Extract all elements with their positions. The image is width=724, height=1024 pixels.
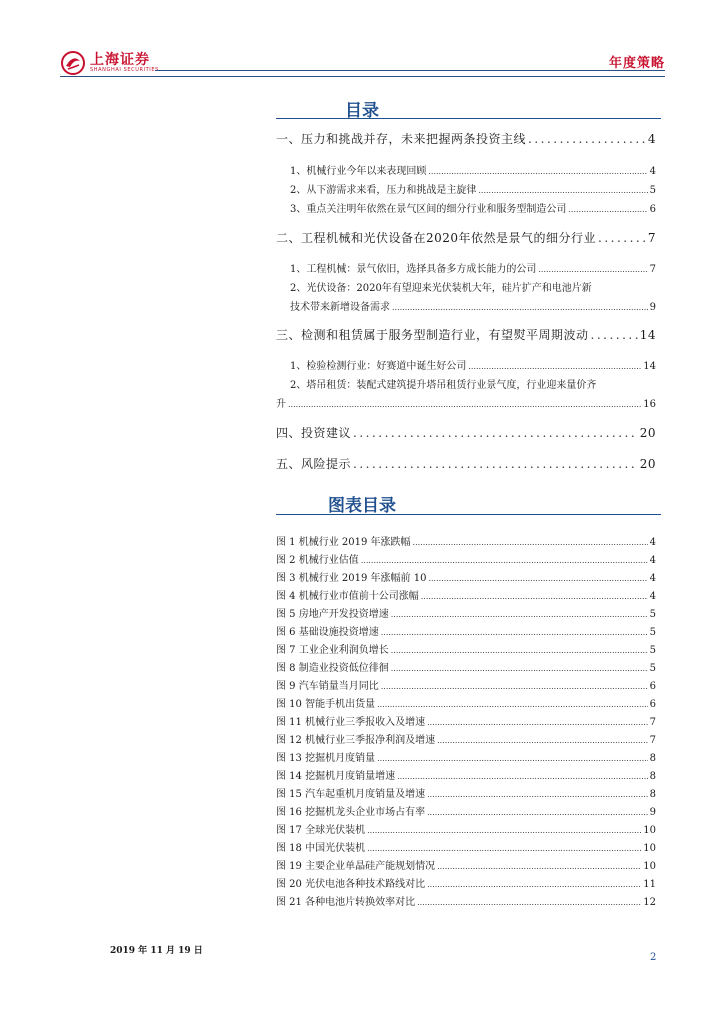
toc-entry[interactable]: 1、机械行业今年以来表现回顾 ..... 4 bbox=[276, 162, 656, 177]
toc-title: 目录 bbox=[345, 101, 379, 121]
figure-entry[interactable]: 图 11 机械行业三季报收入及增速 ..... 7 bbox=[276, 713, 656, 728]
toc-entry[interactable]: 四、投资建议 ..... 20 bbox=[276, 424, 656, 441]
logo-name-cn: 上海证券 bbox=[90, 51, 150, 68]
figure-entry[interactable]: 图 5 房地产开发投资增速 ..... 5 bbox=[276, 605, 656, 620]
toc-entry[interactable]: 2、从下游需求来看，压力和挑战是主旋律 ..... 5 bbox=[276, 181, 656, 196]
toc-entry-wrapped-line[interactable]: 2、塔吊租赁：装配式建筑提升塔吊租赁行业景气度，行业迎来量价齐 bbox=[290, 380, 597, 391]
figure-entry[interactable]: 图 7 工业企业利润负增长 ..... 5 bbox=[276, 641, 656, 656]
toc-entry-wrapped-line[interactable]: 2、光伏设备：2020年有望迎来光伏装机大年，硅片扩产和电池片新 bbox=[290, 283, 592, 294]
logo-name-en: SHANGHAI SECURITIES bbox=[90, 66, 159, 73]
toc-entry[interactable]: 升 ..... 16 bbox=[276, 395, 656, 410]
toc-title-rule bbox=[276, 118, 661, 119]
figure-entry[interactable]: 图 3 机械行业 2019 年涨幅前 10 ..... 4 bbox=[276, 569, 656, 584]
figure-entry[interactable]: 图 12 机械行业三季报净利润及增速 ..... 7 bbox=[276, 731, 656, 746]
figures-title: 图表目录 bbox=[328, 496, 396, 516]
figure-entry[interactable]: 图 4 机械行业市值前十公司涨幅 ..... 4 bbox=[276, 587, 656, 602]
toc-entry[interactable]: 1、检验检测行业：好赛道中诞生好公司 ..... 14 bbox=[276, 357, 656, 372]
toc-entry[interactable]: 二、工程机械和光伏设备在2020年依然是景气的细分行业 ..... 7 bbox=[276, 229, 656, 246]
figure-entry[interactable]: 图 18 中国光伏装机 ..... 10 bbox=[276, 839, 656, 854]
header-divider bbox=[155, 70, 665, 71]
toc-entry[interactable]: 三、检测和租赁属于服务型制造行业，有望熨平周期波动 ..... 14 bbox=[276, 326, 656, 343]
figure-entry[interactable]: 图 14 挖掘机月度销量增速 ..... 8 bbox=[276, 767, 656, 782]
figures-title-rule bbox=[276, 514, 661, 515]
figure-entry[interactable]: 图 17 全球光伏装机 ..... 10 bbox=[276, 821, 656, 836]
report-date: 2019 年 11 月 19 日 bbox=[110, 946, 203, 956]
figure-entry[interactable]: 图 2 机械行业估值 ..... 4 bbox=[276, 551, 656, 566]
figure-entry[interactable]: 图 20 光伏电池各种技术路线对比 ..... 11 bbox=[276, 875, 656, 890]
toc-entry[interactable]: 技术带来新增设备需求 ..... 9 bbox=[276, 298, 656, 313]
figure-entry[interactable]: 图 15 汽车起重机月度销量及增速 ..... 8 bbox=[276, 785, 656, 800]
figure-entry[interactable]: 图 8 制造业投资低位徘徊 ..... 5 bbox=[276, 659, 656, 674]
page-number: 2 bbox=[650, 952, 657, 963]
toc-entry[interactable]: 五、风险提示 ..... 20 bbox=[276, 455, 656, 472]
figure-entry[interactable]: 图 6 基础设施投资增速 ..... 5 bbox=[276, 623, 656, 638]
header-divider-lower bbox=[60, 76, 665, 77]
toc-entry[interactable]: 1、工程机械：景气依旧，选择具备多方成长能力的公司 ..... 7 bbox=[276, 260, 656, 275]
logo-emblem-icon bbox=[60, 50, 86, 76]
figure-entry[interactable]: 图 16 挖掘机龙头企业市场占有率 ..... 9 bbox=[276, 803, 656, 818]
toc-entry[interactable]: 一、压力和挑战并存，未来把握两条投资主线 ..... 4 bbox=[276, 130, 656, 147]
figure-entry[interactable]: 图 13 挖掘机月度销量 ..... 8 bbox=[276, 749, 656, 764]
toc-entry[interactable]: 3、重点关注明年依然在景气区间的细分行业和服务型制造公司 ..... 6 bbox=[276, 200, 656, 215]
report-type-label: 年度策略 bbox=[608, 56, 665, 71]
figure-entry[interactable]: 图 10 智能手机出货量 ..... 6 bbox=[276, 695, 656, 710]
figure-entry[interactable]: 图 9 汽车销量当月同比 ..... 6 bbox=[276, 677, 656, 692]
figure-entry[interactable]: 图 19 主要企业单晶硅产能规划情况 ..... 10 bbox=[276, 857, 656, 872]
figure-entry[interactable]: 图 21 各种电池片转换效率对比 ..... 12 bbox=[276, 893, 656, 908]
figure-entry[interactable]: 图 1 机械行业 2019 年涨跌幅 ..... 4 bbox=[276, 533, 656, 548]
company-logo bbox=[60, 50, 159, 76]
